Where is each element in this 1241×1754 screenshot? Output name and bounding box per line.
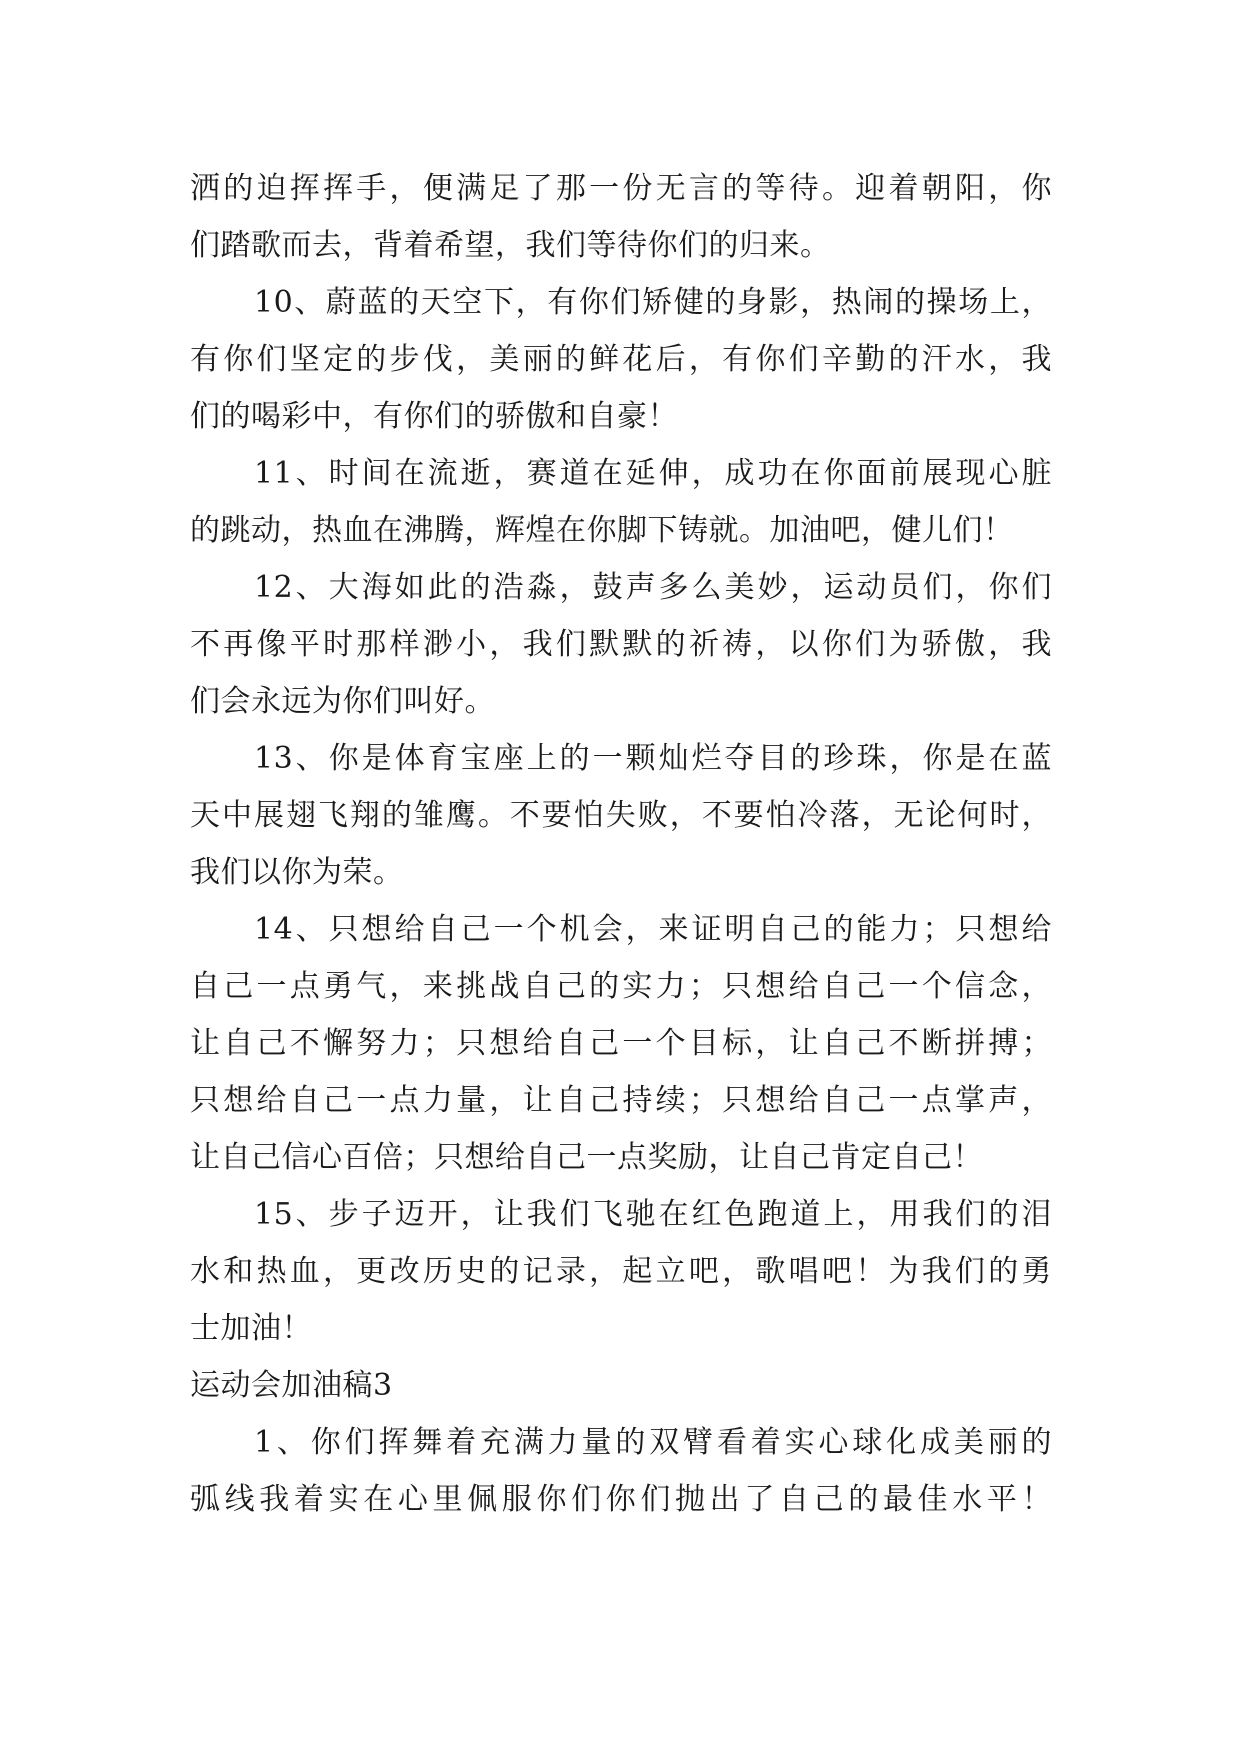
- text-line: 有你们坚定的步伐，美丽的鲜花后，有你们辛勤的汗水，我: [190, 342, 1052, 377]
- section-heading: 运动会加油稿3: [190, 1368, 393, 1403]
- text-line: 12、大海如此的浩淼，鼓声多么美妙，运动员们，你们: [254, 570, 1052, 605]
- text-line: 士加油！: [190, 1311, 312, 1346]
- text-line: 11、时间在流逝，赛道在延伸，成功在你面前展现心脏: [254, 456, 1052, 491]
- text-line: 让自己不懈努力；只想给自己一个目标，让自己不断拼搏；: [190, 1026, 1052, 1061]
- text-line: 我们以你为荣。: [190, 855, 404, 890]
- text-line: 1、你们挥舞着充满力量的双臂看着实心球化成美丽的: [254, 1425, 1052, 1460]
- text-line: 10、蔚蓝的天空下，有你们矫健的身影，热闹的操场上，: [254, 285, 1052, 320]
- document-body: [190, 160, 1052, 1528]
- text-line: 只想给自己一点力量，让自己持续；只想给自己一点掌声，: [190, 1083, 1052, 1118]
- text-line: 们踏歌而去，背着希望，我们等待你们的归来。: [190, 228, 831, 263]
- text-line: 让自己信心百倍；只想给自己一点奖励，让自己肯定自己！: [190, 1140, 983, 1175]
- text-line: 自己一点勇气，来挑战自己的实力；只想给自己一个信念，: [190, 969, 1052, 1004]
- text-line: 的跳动，热血在沸腾，辉煌在你脚下铸就。加油吧，健儿们！: [190, 513, 1014, 548]
- text-line: 15、步子迈开，让我们飞驰在红色跑道上，用我们的泪: [254, 1197, 1052, 1232]
- text-line: 不再像平时那样渺小，我们默默的祈祷，以你们为骄傲，我: [190, 627, 1052, 662]
- text-line: 水和热血，更改历史的记录，起立吧，歌唱吧！为我们的勇: [190, 1254, 1052, 1289]
- text-line: 们会永远为你们叫好。: [190, 684, 495, 719]
- text-line: 天中展翅飞翔的雏鹰。不要怕失败，不要怕冷落，无论何时，: [190, 798, 1052, 833]
- text-line: 14、只想给自己一个机会，来证明自己的能力；只想给: [254, 912, 1052, 947]
- text-line: 们的喝彩中，有你们的骄傲和自豪！: [190, 399, 678, 434]
- text-line: 13、你是体育宝座上的一颗灿烂夺目的珍珠，你是在蓝: [254, 741, 1052, 776]
- text-line: 弧线我着实在心里佩服你们你们抛出了自己的最佳水平！: [190, 1482, 1052, 1517]
- text-line: 洒的迫挥挥手，便满足了那一份无言的等待。迎着朝阳，你: [190, 171, 1052, 206]
